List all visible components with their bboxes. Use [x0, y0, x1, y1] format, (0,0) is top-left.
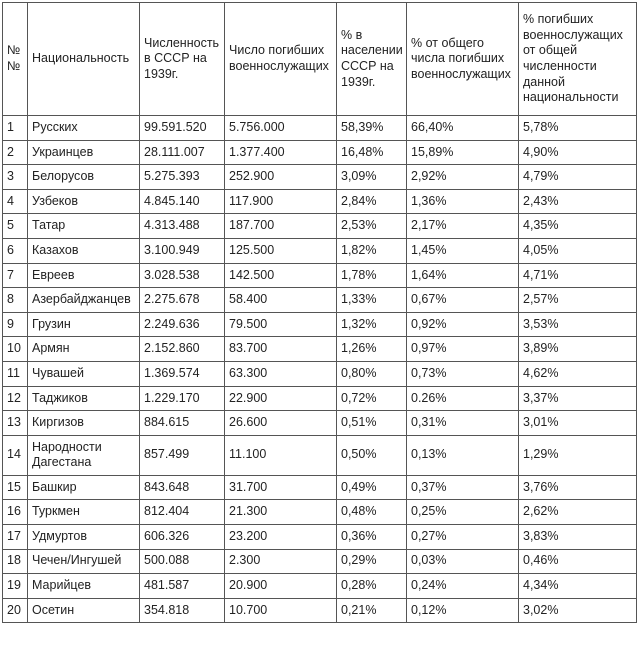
cell-number: 16 [3, 500, 28, 525]
cell-population-percent: 0,51% [337, 411, 407, 436]
cell-killed: 79.500 [225, 312, 337, 337]
cell-nationality: Киргизов [28, 411, 140, 436]
cell-killed-percent-total: 1,64% [407, 263, 519, 288]
cell-killed-percent-total: 0,92% [407, 312, 519, 337]
cell-population: 4.845.140 [140, 189, 225, 214]
cell-population-percent: 2,84% [337, 189, 407, 214]
cell-killed-percent-total: 2,17% [407, 214, 519, 239]
cell-number: 11 [3, 361, 28, 386]
cell-population-percent: 2,53% [337, 214, 407, 239]
table-row [3, 475, 637, 500]
table-row [3, 337, 637, 362]
cell-number: 6 [3, 238, 28, 263]
cell-killed-percent-nationality: 3,02% [519, 598, 637, 623]
cell-killed: 23.200 [225, 524, 337, 549]
cell-killed-percent-total: 0,24% [407, 574, 519, 599]
cell-killed: 63.300 [225, 361, 337, 386]
cell-population-percent: 1,32% [337, 312, 407, 337]
cell-population: 5.275.393 [140, 165, 225, 190]
cell-nationality: Русских [28, 116, 140, 141]
cell-killed-percent-total: 0,03% [407, 549, 519, 574]
table-row [3, 361, 637, 386]
cell-killed-percent-total: 0,97% [407, 337, 519, 362]
table-row [3, 598, 637, 623]
cell-killed-percent-nationality: 4,34% [519, 574, 637, 599]
cell-nationality: Белорусов [28, 165, 140, 190]
table-row [3, 500, 637, 525]
cell-killed-percent-nationality: 2,62% [519, 500, 637, 525]
cell-killed: 10.700 [225, 598, 337, 623]
cell-population-percent: 0,36% [337, 524, 407, 549]
cell-killed: 2.300 [225, 549, 337, 574]
table-row [3, 312, 637, 337]
nationality-losses-table [2, 2, 637, 623]
table-row [3, 140, 637, 165]
table-row [3, 116, 637, 141]
cell-number: 10 [3, 337, 28, 362]
cell-killed-percent-nationality: 4,05% [519, 238, 637, 263]
cell-nationality: Марийцев [28, 574, 140, 599]
cell-population: 500.088 [140, 549, 225, 574]
cell-killed-percent-total: 2,92% [407, 165, 519, 190]
cell-number: 14 [3, 435, 28, 475]
cell-population-percent: 1,82% [337, 238, 407, 263]
cell-population: 812.404 [140, 500, 225, 525]
cell-number: 15 [3, 475, 28, 500]
cell-killed: 83.700 [225, 337, 337, 362]
cell-population-percent: 0,72% [337, 386, 407, 411]
cell-population-percent: 0,50% [337, 435, 407, 475]
cell-killed-percent-nationality: 3,53% [519, 312, 637, 337]
cell-population-percent: 0,21% [337, 598, 407, 623]
cell-nationality: Осетин [28, 598, 140, 623]
table-row [3, 411, 637, 436]
cell-population-percent: 1,33% [337, 288, 407, 313]
cell-killed-percent-nationality: 4,71% [519, 263, 637, 288]
cell-nationality: Украинцев [28, 140, 140, 165]
cell-population: 2.152.860 [140, 337, 225, 362]
cell-killed: 5.756.000 [225, 116, 337, 141]
cell-killed-percent-total: 1,36% [407, 189, 519, 214]
header-killed-servicemen: Число погибших военнослужащих [225, 3, 337, 116]
header-killed-percent-total: % от общего числа погибших военнослужащих [407, 3, 519, 116]
cell-population-percent: 16,48% [337, 140, 407, 165]
cell-number: 9 [3, 312, 28, 337]
cell-population: 1.369.574 [140, 361, 225, 386]
cell-killed-percent-total: 0,37% [407, 475, 519, 500]
cell-killed: 20.900 [225, 574, 337, 599]
cell-killed-percent-total: 0,27% [407, 524, 519, 549]
cell-nationality: Азербайджанцев [28, 288, 140, 313]
cell-nationality: Евреев [28, 263, 140, 288]
cell-number: 5 [3, 214, 28, 239]
cell-killed: 117.900 [225, 189, 337, 214]
cell-number: 1 [3, 116, 28, 141]
cell-killed: 142.500 [225, 263, 337, 288]
cell-population: 857.499 [140, 435, 225, 475]
table-row [3, 263, 637, 288]
cell-nationality: Таджиков [28, 386, 140, 411]
cell-population-percent: 0,49% [337, 475, 407, 500]
cell-killed-percent-nationality: 2,57% [519, 288, 637, 313]
cell-population: 843.648 [140, 475, 225, 500]
cell-nationality: Татар [28, 214, 140, 239]
cell-nationality: Армян [28, 337, 140, 362]
header-number: № № [3, 3, 28, 116]
cell-population-percent: 0,28% [337, 574, 407, 599]
table-row [3, 386, 637, 411]
cell-population: 354.818 [140, 598, 225, 623]
cell-killed: 58.400 [225, 288, 337, 313]
cell-killed-percent-nationality: 0,46% [519, 549, 637, 574]
cell-population-percent: 0,80% [337, 361, 407, 386]
cell-nationality: Народности Дагестана [28, 435, 140, 475]
cell-killed: 252.900 [225, 165, 337, 190]
cell-killed-percent-total: 0,67% [407, 288, 519, 313]
cell-killed: 21.300 [225, 500, 337, 525]
cell-population: 884.615 [140, 411, 225, 436]
table-body [3, 116, 637, 623]
cell-nationality: Казахов [28, 238, 140, 263]
cell-population-percent: 3,09% [337, 165, 407, 190]
table-row [3, 549, 637, 574]
table-row [3, 524, 637, 549]
table-row [3, 574, 637, 599]
cell-killed: 22.900 [225, 386, 337, 411]
cell-population: 2.249.636 [140, 312, 225, 337]
header-population-1939: Численность в СССР на 1939г. [140, 3, 225, 116]
table-row [3, 238, 637, 263]
cell-population-percent: 0,29% [337, 549, 407, 574]
cell-killed-percent-total: 0,25% [407, 500, 519, 525]
cell-population-percent: 1,26% [337, 337, 407, 362]
cell-population: 28.111.007 [140, 140, 225, 165]
cell-number: 8 [3, 288, 28, 313]
cell-population-percent: 58,39% [337, 116, 407, 141]
cell-killed-percent-total: 0,73% [407, 361, 519, 386]
cell-population: 3.028.538 [140, 263, 225, 288]
cell-killed-percent-nationality: 3,83% [519, 524, 637, 549]
cell-number: 17 [3, 524, 28, 549]
table-row [3, 214, 637, 239]
cell-number: 19 [3, 574, 28, 599]
cell-population: 2.275.678 [140, 288, 225, 313]
cell-killed-percent-nationality: 4,35% [519, 214, 637, 239]
table-row [3, 165, 637, 190]
cell-number: 13 [3, 411, 28, 436]
cell-killed: 31.700 [225, 475, 337, 500]
cell-killed-percent-total: 0.26% [407, 386, 519, 411]
cell-killed-percent-nationality: 3,76% [519, 475, 637, 500]
cell-nationality: Туркмен [28, 500, 140, 525]
cell-killed-percent-nationality: 5,78% [519, 116, 637, 141]
cell-killed-percent-nationality: 2,43% [519, 189, 637, 214]
cell-killed-percent-nationality: 3,89% [519, 337, 637, 362]
cell-killed-percent-nationality: 3,37% [519, 386, 637, 411]
cell-population: 3.100.949 [140, 238, 225, 263]
table-row [3, 189, 637, 214]
cell-nationality: Удмуртов [28, 524, 140, 549]
cell-killed-percent-nationality: 4,79% [519, 165, 637, 190]
cell-nationality: Грузин [28, 312, 140, 337]
table-row [3, 288, 637, 313]
cell-killed: 125.500 [225, 238, 337, 263]
cell-killed-percent-nationality: 1,29% [519, 435, 637, 475]
header-killed-percent-nationality: % погибших военнослужащих от общей численности данной национальности [519, 3, 637, 116]
cell-population: 606.326 [140, 524, 225, 549]
cell-killed: 187.700 [225, 214, 337, 239]
cell-killed-percent-total: 0,31% [407, 411, 519, 436]
cell-killed-percent-nationality: 3,01% [519, 411, 637, 436]
cell-population-percent: 1,78% [337, 263, 407, 288]
cell-killed: 26.600 [225, 411, 337, 436]
cell-killed-percent-total: 0,12% [407, 598, 519, 623]
cell-population: 99.591.520 [140, 116, 225, 141]
cell-killed-percent-nationality: 4,90% [519, 140, 637, 165]
cell-population: 1.229.170 [140, 386, 225, 411]
cell-killed-percent-nationality: 4,62% [519, 361, 637, 386]
cell-population: 481.587 [140, 574, 225, 599]
cell-number: 4 [3, 189, 28, 214]
cell-killed-percent-total: 15,89% [407, 140, 519, 165]
cell-killed-percent-total: 0,13% [407, 435, 519, 475]
cell-nationality: Узбеков [28, 189, 140, 214]
header-population-percent: % в населении СССР на 1939г. [337, 3, 407, 116]
cell-number: 20 [3, 598, 28, 623]
cell-number: 2 [3, 140, 28, 165]
cell-killed: 11.100 [225, 435, 337, 475]
cell-number: 12 [3, 386, 28, 411]
cell-number: 3 [3, 165, 28, 190]
cell-killed-percent-total: 1,45% [407, 238, 519, 263]
cell-killed-percent-total: 66,40% [407, 116, 519, 141]
cell-population: 4.313.488 [140, 214, 225, 239]
cell-killed: 1.377.400 [225, 140, 337, 165]
cell-nationality: Чечен/Ингушей [28, 549, 140, 574]
header-nationality: Национальность [28, 3, 140, 116]
cell-nationality: Башкир [28, 475, 140, 500]
cell-number: 7 [3, 263, 28, 288]
cell-number: 18 [3, 549, 28, 574]
cell-nationality: Чувашей [28, 361, 140, 386]
cell-population-percent: 0,48% [337, 500, 407, 525]
table-row [3, 435, 637, 475]
table-header-row [3, 3, 637, 116]
